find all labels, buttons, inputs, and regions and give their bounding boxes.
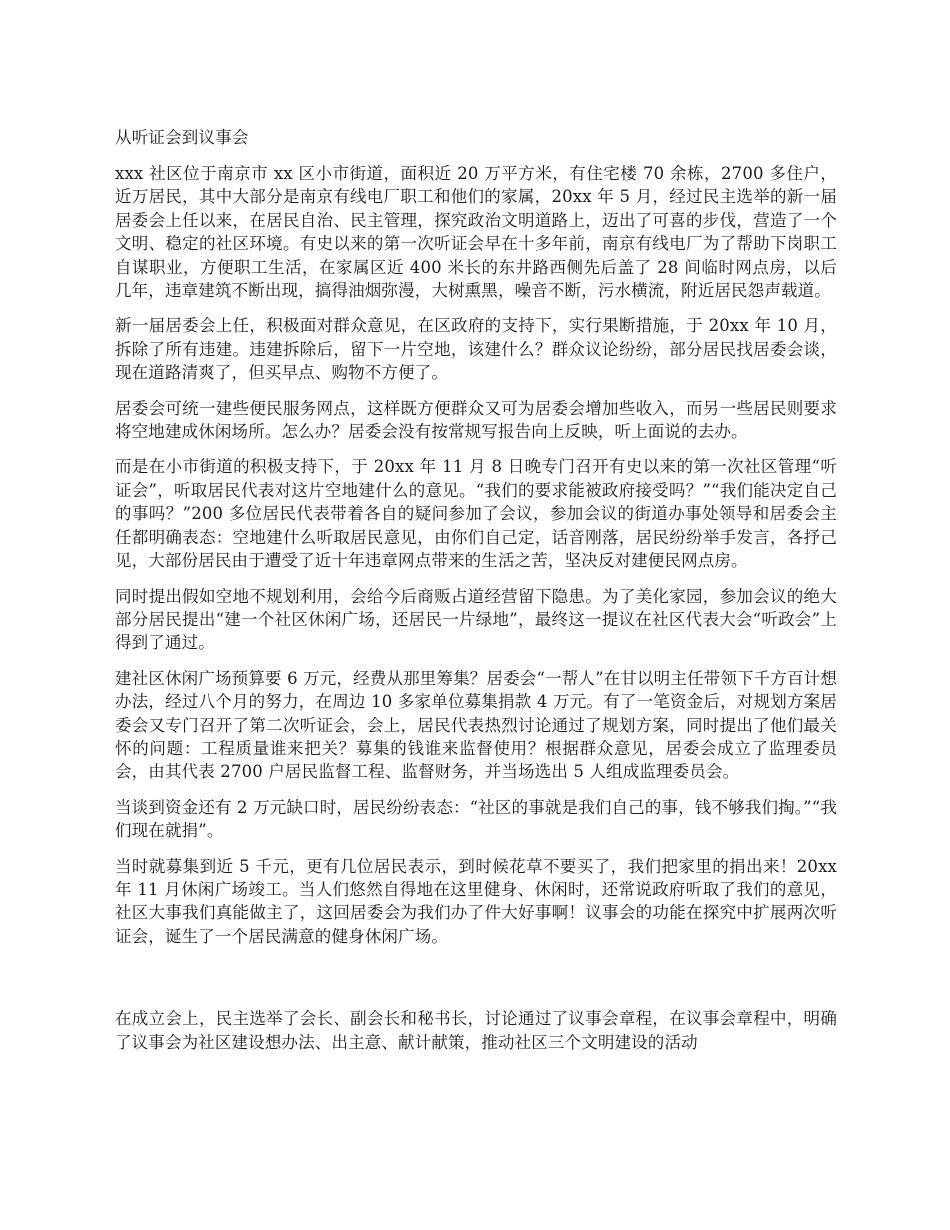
paragraph-1: xxx 社区位于南京市 xx 区小市街道，面积近 20 万平方米，有住宅楼 70 余栋，2700 多住户，近万居民，其中大部分是南京有线电厂职工和他们的家属，20xx 年 5 月，经过民主选举的新一届居委会上任以来，在居民自治、民主管理，探究政治文明道路上，迈出了可喜的步伐，营造了一个文明、稳定的社区环境。有史以来的第一次听证会早在十多年前，南京有线电厂为了帮助下岗职工自谋职业，方便职工生活，在家属区近 400 米长的东井路西侧先后盖了 28 间临时网点房，以后几年，违章建筑不断出现，搞得油烟弥漫，大树熏黑，噪音不断，污水横流，附近居民怨声载道。 (115, 164, 837, 301)
paragraph-8: 当时就募集到近 5 千元，更有几位居民表示，到时候花草不要买了，我们把家里的捐出来！20xx 年 11 月休闲广场竣工。当人们悠然自得地在这里健身、休闲时，还常说政府听取了我们的意见，社区大事我们真能做主了，这回居委会为我们办了件大好事啊！议事会的功能在探究中扩展两次听证会，诞生了一个居民满意的健身休闲广场。 (115, 856, 837, 946)
paragraph-3: 居委会可统一建些便民服务网点，这样既方便群众又可为居委会增加些收入，而另一些居民则要求将空地建成休闲场所。怎么办？居委会没有按常规写报告向上反映，听上面说的去办。 (115, 398, 837, 442)
paragraph-6: 建社区休闲广场预算要 6 万元，经费从那里筹集？居委会“一帮人”在甘以明主任带领下千方百计想办法，经过八个月的努力，在周边 10 多家单位募集捐款 4 万元。有了一笔资金后，对规划方案居委会又专门召开了第二次听证会，会上，居民代表热烈讨论通过了规划方案，同时提出了他们最关怀的问题：工程质量谁来把关？募集的钱谁来监督使用？根据群众意见，居委会成立了监理委员会，由其代表 2700 户居民监督工程、监督财务，并当场选出 5 人组成监理委员会。 (115, 668, 837, 782)
paragraph-7: 当谈到资金还有 2 万元缺口时，居民纷纷表态：“社区的事就是我们自己的事，钱不够我们掏。”“我们现在就捐”。 (115, 797, 837, 841)
paragraph-9: 在成立会上，民主选举了会长、副会长和秘书长，讨论通过了议事会章程，在议事会章程中，明确了议事会为社区建设想办法、出主意、献计献策，推动社区三个文明建设的活动 (115, 1009, 837, 1052)
paragraph-4: 而是在小市街道的积极支持下，于 20xx 年 11 月 8 日晚专门召开有史以来的第一次社区管理“听证会”，听取居民代表对这片空地建什么的意见。“我们的要求能被政府接受吗？”“我们能决定自己的事吗？”200 多位居民代表带着各自的疑问参加了会议，参加会议的街道办事处领导和居委会主任都明确表态：空地建什么听取居民意见，由你们自己定，话音刚落，居民纷纷举手发言，各抒己见，大部份居民由于遭受了近十年违章网点带来的生活之苦，坚决反对建便民网点房。 (115, 457, 837, 571)
section-gap (115, 960, 837, 1007)
document-body (115, 126, 837, 1066)
document-title: 从听证会到议事会 (115, 128, 249, 147)
paragraph-5: 同时提出假如空地不规划利用，会给今后商贩占道经营留下隐患。为了美化家园，参加会议的绝大部分居民提出“建一个社区休闲广场，还居民一片绿地”，最终这一提议在社区代表大会“听政会”上得到了通过。 (115, 586, 837, 653)
paragraph-2: 新一届居委会上任，积极面对群众意见，在区政府的支持下，实行果断措施，于 20xx 年 10 月，拆除了所有违建。违建拆除后，留下一片空地，该建什么？群众议论纷纷，部分居民找居委会谈，现在道路清爽了，但买早点、购物不方便了。 (115, 316, 838, 383)
